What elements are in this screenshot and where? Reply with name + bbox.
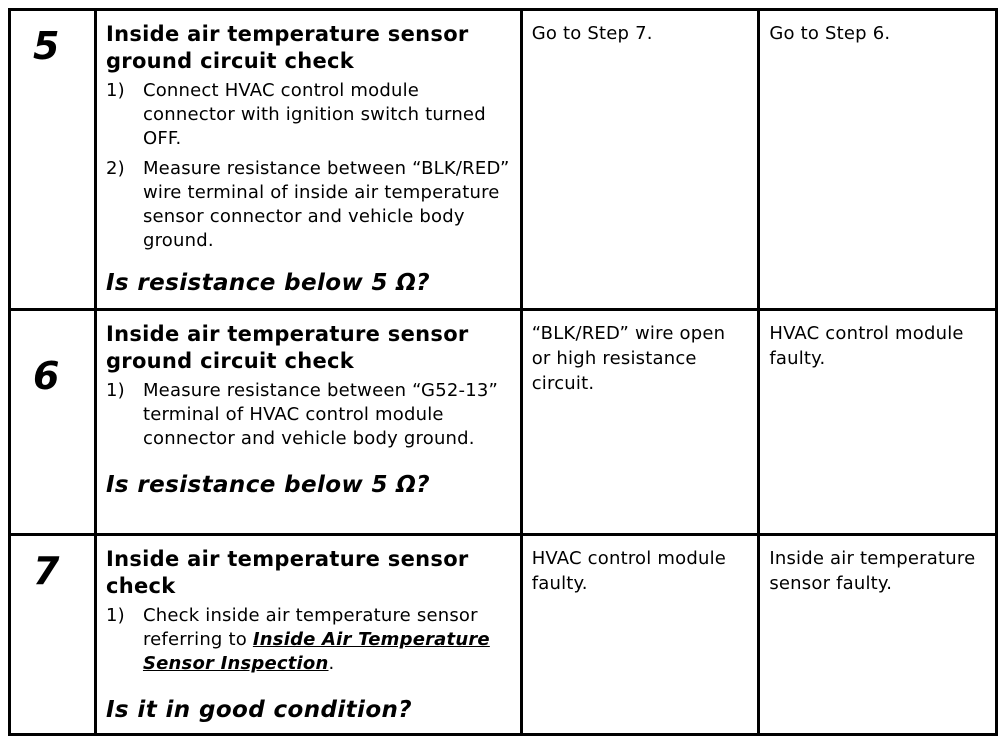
yes-result: HVAC control module faulty.: [531, 548, 727, 594]
table-row-step-6: [10, 310, 997, 535]
list-item: [106, 157, 512, 253]
step-number: 7: [33, 549, 60, 593]
check-question: Is resistance below 5 Ω?: [105, 270, 431, 296]
list-item: [106, 604, 512, 676]
table-row-step-7: [10, 535, 997, 735]
no-result-cell: [759, 535, 997, 735]
list-item: [106, 79, 512, 151]
procedure-cell: [95, 535, 521, 735]
list-item: [106, 379, 512, 451]
item-number: 1): [105, 80, 125, 101]
inspection-reference-link[interactable]: Inside Air Temperature Sensor Inspection: [142, 629, 490, 674]
no-result: Inside air temperature sensor faulty.: [769, 548, 976, 594]
no-result: Go to Step 6.: [769, 23, 891, 44]
procedure-list: [106, 79, 512, 253]
item-text: Connect HVAC control module connector with ignition switch turned OFF.: [142, 80, 486, 149]
table-row-step-5: [10, 10, 997, 310]
check-question: Is it in good condition?: [105, 697, 413, 723]
yes-result-cell: [521, 535, 759, 735]
step-title: Inside air temperature sensor ground circuit check: [105, 22, 469, 73]
item-number: 1): [105, 380, 125, 401]
no-result-cell: [759, 310, 997, 535]
item-number: 1): [105, 605, 125, 626]
yes-result: “BLK/RED” wire open or high resistance circuit.: [531, 323, 726, 394]
item-number: 2): [105, 158, 125, 179]
item-text-after: .: [328, 653, 335, 674]
yes-result-cell: [521, 310, 759, 535]
item-text: [143, 604, 512, 676]
yes-result-cell: [521, 10, 759, 310]
no-result-cell: [759, 10, 997, 310]
troubleshooting-table: [8, 8, 998, 736]
step-number-cell: [10, 535, 96, 735]
item-text: Measure resistance between “G52-13” terminal of HVAC control module connector and vehicle body ground.: [142, 380, 499, 449]
item-text-before: Check inside air temperature sensor referring to: [142, 605, 478, 650]
procedure-list: [106, 379, 512, 451]
item-text: Measure resistance between “BLK/RED” wire terminal of inside air temperature sensor connector and vehicle body ground.: [142, 158, 510, 251]
procedure-cell: [95, 10, 521, 310]
yes-result: Go to Step 7.: [531, 23, 653, 44]
step-number: 6: [33, 354, 60, 398]
step-number-cell: [10, 310, 96, 535]
step-number-cell: [10, 10, 96, 310]
procedure-list: [106, 604, 512, 676]
procedure-cell: [95, 310, 521, 535]
check-question: Is resistance below 5 Ω?: [105, 472, 431, 498]
step-title: Inside air temperature sensor check: [105, 547, 469, 598]
no-result: HVAC control module faulty.: [769, 323, 964, 369]
step-title: Inside air temperature sensor ground circuit check: [105, 322, 469, 373]
step-number: 5: [33, 24, 60, 68]
